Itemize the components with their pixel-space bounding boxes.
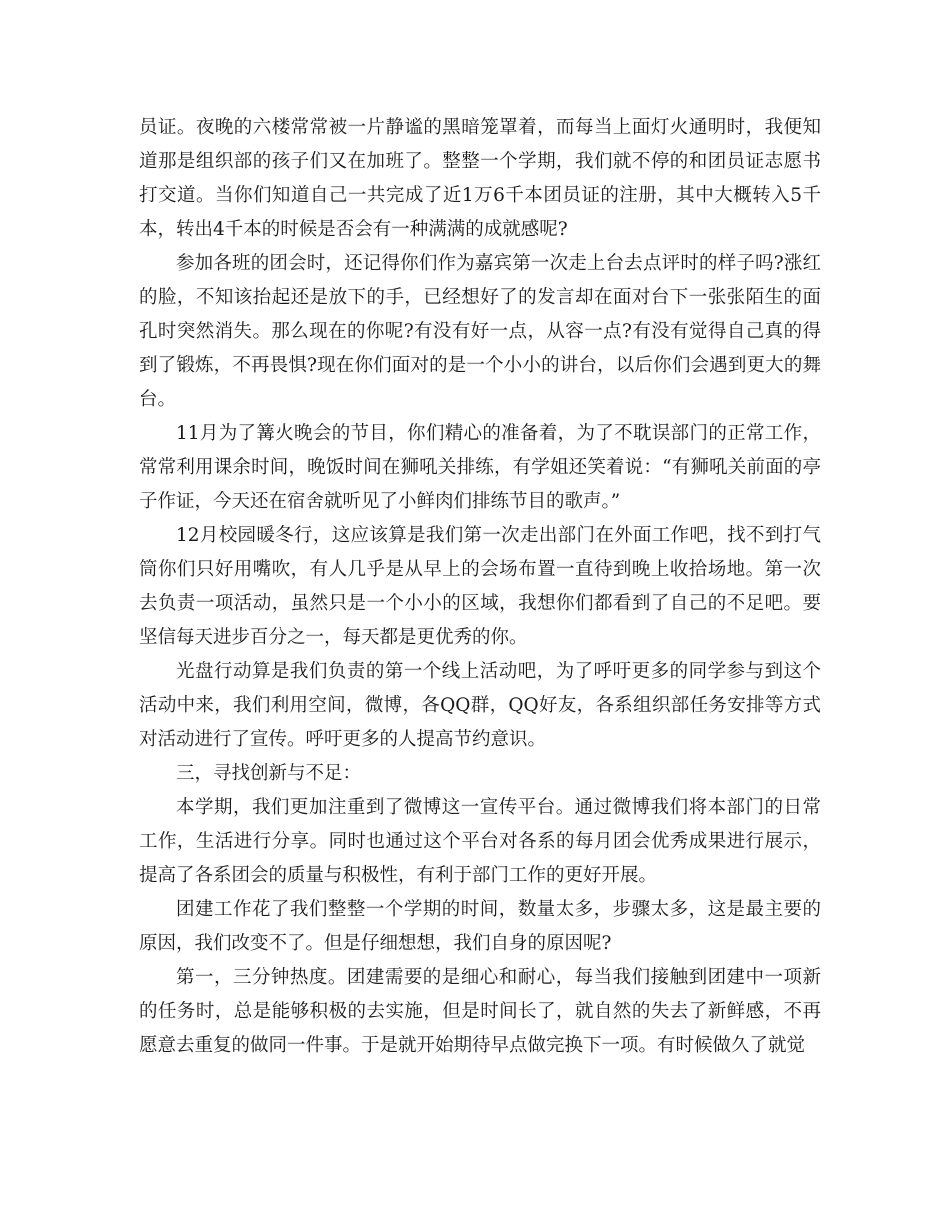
paragraph-7: 团建工作花了我们整整一个学期的时间，数量太多，步骤太多，这是最主要的原因，我们改变不了。但是仔细想想，我们自身的原因呢? — [139, 899, 821, 954]
paragraph-3: 11月为了篝火晚会的节目，你们精心的准备着，为了不耽误部门的正常工作，常常利用课余时间，晚饭时间在狮吼关排练，有学姐还笑着说：“有狮吼关前面的亭子作证，今天还在宿舍就听见了小鲜肉们排练节目的歌声。” — [139, 423, 821, 512]
paragraph-1: 员证。夜晚的六楼常常被一片静谧的黑暗笼罩着，而每当上面灯火通明时，我便知道那是组织部的孩子们又在加班了。整整一个学期，我们就不停的和团员证志愿书打交道。当你们知道自己一共完成了近1万6千本团员证的注册，其中大概转入5千本，转出4千本的时候是否会有一种满满的成就感呢? — [139, 117, 821, 240]
document-body — [139, 111, 821, 1063]
paragraph-2: 参加各班的团会时，还记得你们作为嘉宾第一次走上台去点评时的样子吗?涨红的脸，不知该抬起还是放下的手，已经想好了的发言却在面对台下一张张陌生的面孔时突然消失。那么现在的你呢?有没有好一点，从容一点?有没有觉得自己真的得到了锻炼，不再畏惧?现在你们面对的是一个小小的讲台，以后你们会遇到更大的舞台。 — [139, 253, 821, 410]
paragraph-4: 12月校园暖冬行，这应该算是我们第一次走出部门在外面工作吧，找不到打气筒你们只好用嘴吹，有人几乎是从早上的会场布置一直待到晚上收拾场地。第一次去负责一项活动，虽然只是一个小小的区域，我想你们都看到了自己的不足吧。要坚信每天进步百分之一，每天都是更优秀的你。 — [139, 525, 821, 648]
paragraph-8: 第一，三分钟热度。团建需要的是细心和耐心，每当我们接触到团建中一项新的任务时，总是能够积极的去实施，但是时间长了，就自然的失去了新鲜感，不再愿意去重复的做同一件事。于是就开始期待早点做完换下一项。有时候做久了就觉 — [139, 967, 821, 1056]
section-heading: 三，寻找创新与不足： — [176, 763, 362, 784]
paragraph-5: 光盘行动算是我们负责的第一个线上活动吧，为了呼吁更多的同学参与到这个活动中来，我们利用空间，微博，各QQ群，QQ好友，各系组织部任务安排等方式对活动进行了宣传。呼吁更多的人提高节约意识。 — [139, 661, 821, 750]
paragraph-6: 本学期，我们更加注重到了微博这一宣传平台。通过微博我们将本部门的日常工作，生活进行分享。同时也通过这个平台对各系的每月团会优秀成果进行展示，提高了各系团会的质量与积极性，有利于部门工作的更好开展。 — [139, 797, 821, 886]
